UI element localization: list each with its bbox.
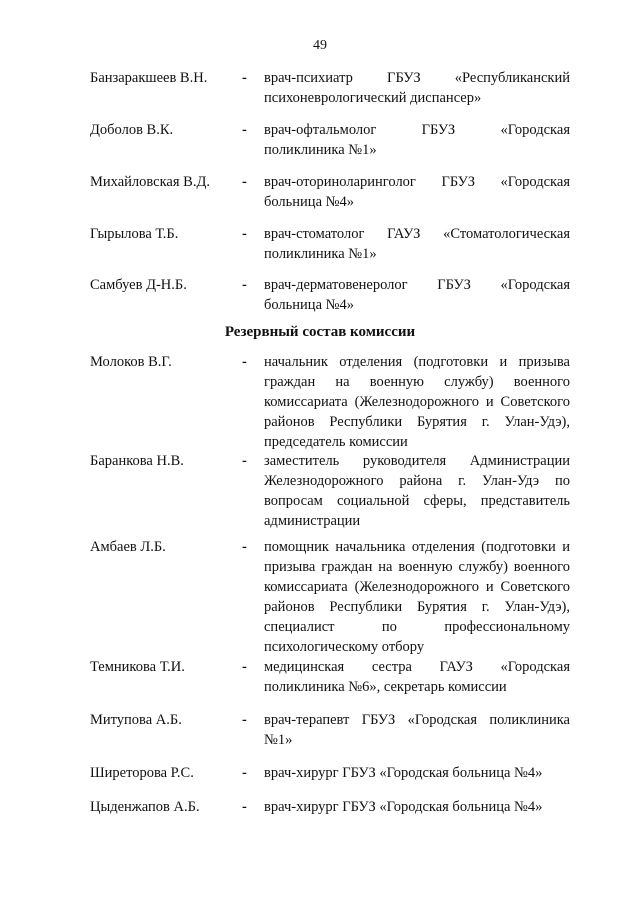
reserve-member-entry [90, 763, 570, 783]
reserve-member-entry [90, 352, 570, 452]
member-name: Темникова Т.И. [90, 659, 185, 675]
dash-separator: - [242, 765, 247, 781]
member-name: Доболов В.К. [90, 122, 174, 138]
dash-separator: - [242, 277, 247, 293]
dash-separator: - [242, 70, 247, 86]
member-name: Амбаев Л.Б. [90, 539, 166, 555]
member-name: Банзаракшеев В.Н. [90, 70, 208, 86]
member-name: Гырылова Т.Б. [90, 226, 179, 242]
member-position: врач-хирург ГБУЗ «Городская больница №4» [264, 799, 543, 815]
member-position: начальник отделения (подготовки и призыва граждан на военную службу) военного комиссариата (Железнодорожного и Советского районов Республики Бурятия г. Улан-Удэ), председатель комиссии [264, 354, 570, 450]
member-name: Ширеторова Р.С. [90, 765, 194, 781]
member-name: Михайловская В.Д. [90, 174, 210, 190]
member-position: медицинская сестра ГАУЗ «Городская поликлиника №6», секретарь комиссии [264, 659, 570, 695]
reserve-member-entry [90, 537, 570, 657]
dash-separator: - [242, 539, 247, 555]
member-position: заместитель руководителя Администрации Железнодорожного района г. Улан-Удэ по вопросам социальной сферы, представитель администрации [264, 453, 570, 529]
member-entry [90, 224, 570, 264]
member-position: врач-дерматовенеролог ГБУЗ «Городская больница №4» [264, 277, 570, 313]
page-number: 49 [313, 38, 327, 53]
dash-separator: - [242, 453, 247, 469]
member-position: врач-терапевт ГБУЗ «Городская поликлиника №1» [264, 712, 570, 748]
reserve-heading: Резервный состав комиссии [224, 324, 416, 340]
member-name: Митупова А.Б. [90, 712, 182, 728]
reserve-member-entry [90, 710, 570, 750]
reserve-member-entry [90, 657, 570, 697]
dash-separator: - [242, 799, 247, 815]
member-entry [90, 68, 570, 108]
member-entry [90, 120, 570, 160]
member-name: Баранкова Н.В. [90, 453, 184, 469]
reserve-member-entry [90, 451, 570, 531]
member-position: врач-оториноларинголог ГБУЗ «Городская больница №4» [264, 174, 570, 210]
dash-separator: - [242, 174, 247, 190]
member-name: Самбуев Д-Н.Б. [90, 277, 187, 293]
member-entry [90, 172, 570, 212]
member-position: врач-офтальмолог ГБУЗ «Городская поликлиника №1» [264, 122, 570, 158]
member-position: врач-хирург ГБУЗ «Городская больница №4» [264, 765, 543, 781]
dash-separator: - [242, 712, 247, 728]
reserve-member-entry [90, 797, 570, 817]
member-position: помощник начальника отделения (подготовки и призыва граждан на военную службу) военного комиссариата (Железнодорожного и Советского районов Республики Бурятия г. Улан-Удэ), специалист по профессиональному психологическому отбору [264, 539, 570, 655]
dash-separator: - [242, 226, 247, 242]
member-position: врач-психиатр ГБУЗ «Республиканский психоневрологический диспансер» [264, 70, 570, 106]
dash-separator: - [242, 659, 247, 675]
member-name: Молоков В.Г. [90, 354, 172, 370]
dash-separator: - [242, 354, 247, 370]
member-entry [90, 275, 570, 315]
member-position: врач-стоматолог ГАУЗ «Стоматологическая поликлиника №1» [264, 226, 570, 262]
member-name: Цыденжапов А.Б. [90, 799, 200, 815]
dash-separator: - [242, 122, 247, 138]
